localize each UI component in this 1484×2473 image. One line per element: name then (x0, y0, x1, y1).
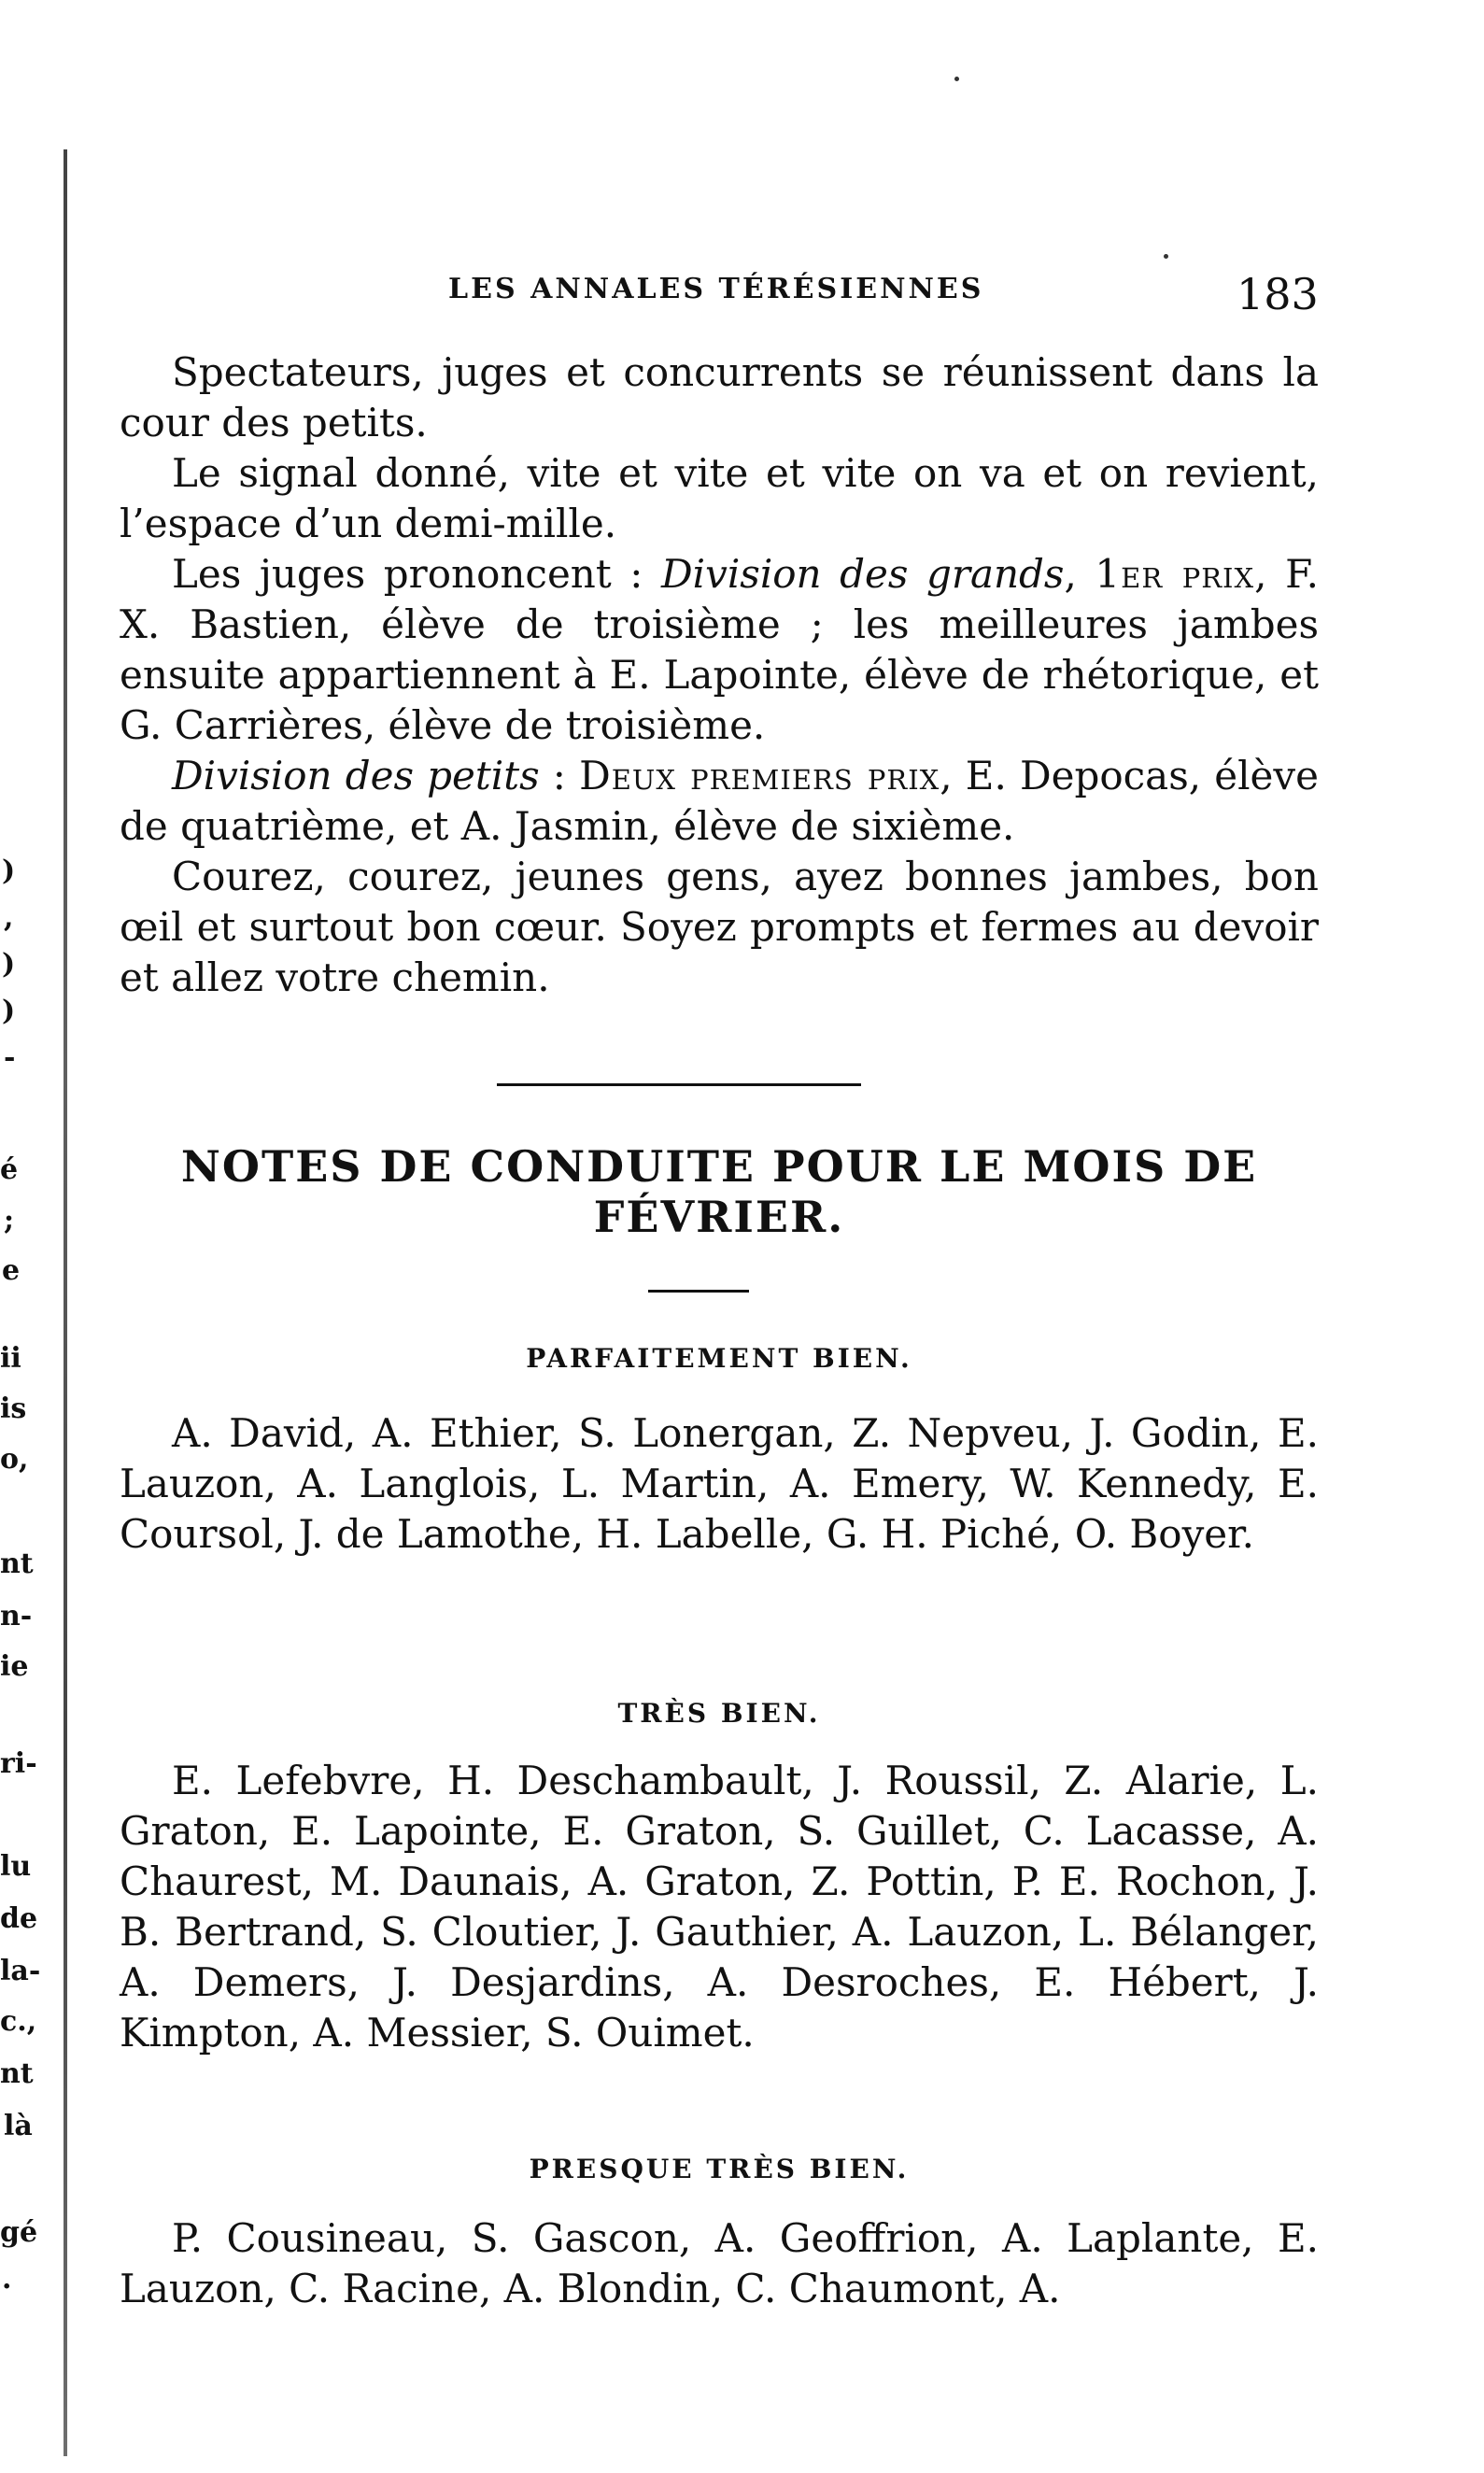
group-names (120, 1408, 1319, 1560)
running-head: LES ANNALES TÉRÉSIENNES (448, 273, 984, 305)
paragraph-text: , (1064, 551, 1095, 597)
paragraph-text: : (539, 753, 580, 798)
gutter-fragment: la- (0, 1955, 41, 1987)
division-label: Division des petits (172, 753, 540, 798)
print-speck (1164, 254, 1168, 259)
gutter-fragment: e (2, 1254, 21, 1287)
names-list: P. Cousineau, S. Gascon, A. Geoffrion, A. Laplante, E. Lauzon, C. Racine, A. Blondin, C. Chaumont, A. (120, 2215, 1319, 2311)
gutter-fragment: é (0, 1153, 19, 1186)
gutter-fragment: lu (0, 1850, 32, 1883)
prize-label: 1er prix (1095, 551, 1255, 597)
gutter-fragment: o, (0, 1443, 29, 1476)
binding-edge (64, 149, 67, 2456)
gutter-fragment: nt (0, 2057, 34, 2090)
names-list: E. Lefebvre, H. Deschambault, J. Roussil, Z. Alarie, L. Graton, E. Lapointe, E. Graton, S. Guillet, C. Lacasse, A. Chaurest, M. Daunais, A. Graton, Z. Pottin, P. E. Rochon, J. B. Bertrand, S. Cloutier, J. Gauthier, A. Lauzon, L. Bélanger, A. Demers, J. Desjardins, A. Desroches, E. Hébert, J. Kimpton, A. Messier, S. Ouimet. (120, 1758, 1319, 2056)
names-list: A. David, A. Ethier, S. Lonergan, Z. Nepveu, J. Godin, E. Lauzon, A. Langlois, L. Martin, A. Emery, W. Kennedy, E. Coursol, J. de Lamothe, H. Labelle, G. H. Piché, O. Boyer. (120, 1410, 1319, 1557)
gutter-fragment: ) (2, 995, 16, 1027)
prize-label: Deux premiers prix (579, 753, 940, 798)
text-block (120, 347, 1319, 1003)
page-number: 183 (1237, 269, 1319, 319)
gutter-fragment: c., (0, 2005, 37, 2038)
title-divider (648, 1290, 749, 1293)
paragraph (120, 852, 1319, 1003)
paragraph (120, 448, 1319, 549)
paragraph-text: Le signal donné, vite et vite et vite on va et on revient, l’espace d’un demi-mille. (120, 450, 1319, 546)
gutter-fragment: n- (0, 1600, 33, 1632)
section-divider (497, 1083, 861, 1086)
paragraph-text: , F. X. Bastien, élève de troisième ; les meilleures jambes ensuite appartiennent à E. Lapointe, élève de rhétorique, et G. Carrières, élève de troisième. (120, 551, 1320, 748)
print-speck (954, 77, 959, 81)
group-heading: PRESQUE TRÈS BIEN. (529, 2154, 910, 2184)
paragraph-text: , E. Depocas, élève de quatrième, et A. Jasmin, élève de sixième. (120, 753, 1319, 849)
gutter-fragment: ie (0, 1650, 29, 1683)
paragraph-text: Courez, courez, jeunes gens, ayez bonnes jambes, bon œil et surtout bon cœur. Soyez prompts et fermes au devoir et allez votre chemin. (120, 854, 1319, 1000)
paragraph-text: Les juges prononcent : (172, 551, 661, 597)
gutter-fragment: - (4, 1041, 16, 1074)
gutter-fragment: ii (0, 1342, 21, 1375)
gutter-fragment: ) (2, 855, 16, 887)
gutter-fragment: ri- (0, 1747, 37, 1780)
paragraph-text: Spectateurs, juges et concurrents se réunissent dans la cour des petits. (120, 349, 1319, 445)
gutter-fragment: ; (4, 1204, 15, 1236)
gutter-fragment: , (4, 901, 14, 934)
paragraph (120, 549, 1319, 751)
paragraph (120, 347, 1319, 448)
gutter-fragment: ) (2, 948, 16, 981)
section-title: NOTES DE CONDUITE POUR LE MOIS DE FÉVRIER. (180, 1141, 1258, 1242)
group-names (120, 2213, 1319, 2314)
gutter-fragment: . (2, 2263, 12, 2296)
gutter-fragment: nt (0, 1547, 34, 1580)
paragraph (120, 751, 1319, 852)
group-heading: TRÈS BIEN. (617, 1698, 821, 1729)
group-names (120, 1756, 1319, 2058)
division-label: Division des grands (661, 551, 1065, 597)
gutter-fragment: is (0, 1392, 27, 1425)
gutter-fragment: là (4, 2110, 33, 2142)
gutter-fragment: de (0, 1902, 38, 1935)
gutter-fragment: gé (0, 2216, 38, 2249)
group-heading: PARFAITEMENT BIEN. (526, 1343, 912, 1374)
